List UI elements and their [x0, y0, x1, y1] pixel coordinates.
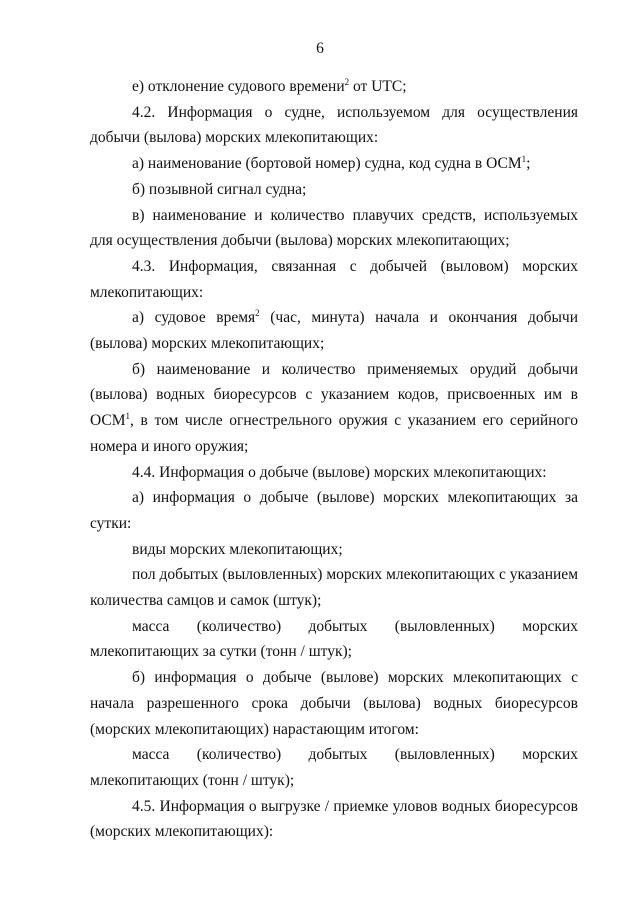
paragraph-4-4-heading: 4.4. Информация о добыче (вылове) морских млекопитающих:	[132, 463, 547, 481]
paragraph-daily-catch: а) информация о добыче (вылове) морских млекопитающих за сутки:	[90, 489, 578, 532]
paragraph-call-sign: б) позывной сигнал судна;	[132, 180, 307, 198]
paragraph-utc-deviation: е) отклонение судового времени$^2$ от UTC;	[132, 76, 407, 95]
page-number: 6	[316, 40, 324, 57]
paragraph-4-5-heading: 4.5. Информация о выгрузке / приемке уловов водных биоресурсов (морских млекопитающих):	[90, 797, 578, 841]
paragraph-floating-craft: в) наименование и количество плавучих средств, используемых для осуществления добычи (вылова) морских млекопитающих;	[90, 206, 578, 250]
document-body	[90, 74, 578, 845]
paragraph-daily-mass: масса (количество) добытых (выловленных) морских млекопитающих за сутки (тонн / штук);	[90, 617, 578, 661]
paragraph-4-2-heading: 4.2. Информация о судне, используемом для осуществления добычи (вылова) морских млекопитающих:	[90, 103, 578, 147]
paragraph-vessel-name: а) наименование (бортовой номер) судна, код судна в ОСМ$^1$;	[132, 153, 531, 173]
paragraph-species: виды морских млекопитающих;	[132, 540, 343, 558]
paragraph-fishing-gear: б) наименование и количество применяемых орудий добычи (вылова) водных биоресурсов с указанием кодов, присвоенных им в ОСМ$^1$, в том числе огнестрельного оружия с указанием его серийного номера и иного оружия;	[90, 360, 578, 455]
paragraph-cumulative-mass: масса (количество) добытых (выловленных) морских млекопитающих (тонн / штук);	[90, 746, 578, 789]
paragraph-4-3-heading: 4.3. Информация, связанная с добычей (выловом) морских млекопитающих:	[90, 257, 578, 301]
paragraph-cumulative-catch: б) информация о добыче (вылове) морских млекопитающих с начала разрешенного срока добычи (вылова) водных биоресурсов (морских млекопитающих) нарастающим итогом:	[90, 669, 578, 738]
paragraph-ship-time: а) судовое время$^2$ (час, минута) начала и окончания добычи (вылова) морских млекопитающих;	[90, 308, 579, 353]
paragraph-sex: пол добытых (выловленных) морских млекопитающих с указанием количества самцов и самок (штук);	[90, 566, 578, 610]
